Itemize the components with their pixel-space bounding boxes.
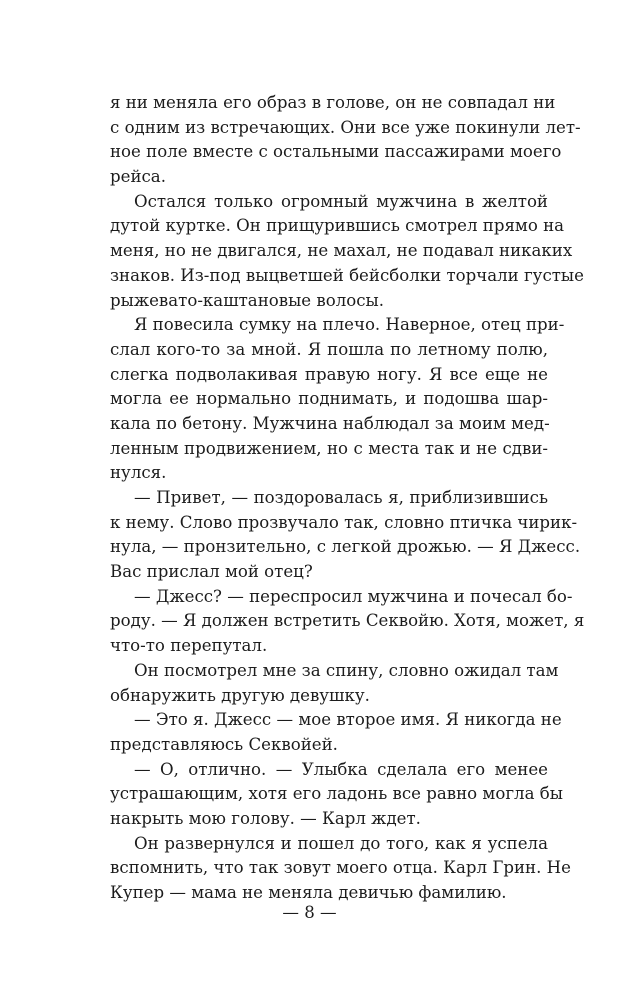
text-line: нула, — пронзительно, с легкой дрожью. — Я Джесс. [110,537,581,557]
paragraph [110,659,559,708]
text-line: что-то перепутал. [110,636,268,656]
text-line: Он посмотрел мне за спину, словно ожидал там [134,660,559,680]
text-line: ленным продвижением, но с места так и не сдви- [110,438,548,458]
text-line: ное поле вместе с остальными пассажирами моего [110,142,562,162]
text-line: обнаружить другую девушку. [110,685,370,705]
text-line: знаков. Из-под выцветшей бейсболки торчали густые [110,265,584,285]
text-line: Я повесила сумку на плечо. Наверное, отец при- [134,315,565,335]
paragraph [110,190,584,313]
text-line: я ни меняла его образ в голове, он не совпадал ни [110,93,556,112]
text-line: с одним из встречающих. Они все уже покинули лет- [110,117,581,137]
paragraph [110,758,563,832]
text-line: вспомнить, что так зовут моего отца. Карл Грин. Не [110,858,571,878]
text-line: — Джесс? — переспросил мужчина и почесал бо- [134,586,573,606]
text-line: Купер — мама не меняла девичью фамилию. [110,883,507,902]
text-line: — Это я. Джесс — мое второе имя. Я никогда не [134,710,562,730]
page-number: — 8 — [282,903,337,922]
text-line: меня, но не двигался, не махал, не подавал никаких [110,241,573,261]
text-line: слал кого-то за мной. Я пошла по летному полю, [110,339,548,359]
text-line: к нему. Слово прозвучало так, словно птичка чирик- [110,512,578,532]
text-line: могла ее нормально поднимать, и подошва шар- [110,389,548,409]
text-line: Остался только огромный мужчина в желтой [134,191,548,211]
text-line: устрашающим, хотя его ладонь все равно могла бы [110,784,563,804]
text-line: роду. — Я должен встретить Секвойю. Хотя, может, я [110,611,585,631]
text-line: Он развернулся и пошел до того, как я успела [134,833,548,853]
paragraph [110,486,581,585]
paragraph [110,91,581,190]
text-line: — О, отлично. — Улыбка сделала его менее [134,759,548,779]
paragraph [110,832,571,906]
text-line: — Привет, — поздоровалась я, приблизившись [134,488,548,507]
text-line: представляюсь Секвойей. [110,734,338,754]
page-body-text [110,91,585,906]
text-line: нулся. [110,463,167,483]
paragraph [110,313,565,486]
paragraph [110,585,585,659]
text-line: рыжевато-каштановые волосы. [110,290,385,310]
text-line: кала по бетону. Мужчина наблюдал за моим мед- [110,413,550,433]
text-line: дутой куртке. Он прищурившись смотрел прямо на [110,216,565,236]
text-line: Вас прислал мой отец? [110,562,313,582]
text-line: рейса. [110,167,166,187]
text-line: накрыть мою голову. — Карл ждет. [110,808,421,828]
text-line: слегка подволакивая правую ногу. Я все еще не [110,364,548,384]
paragraph [110,708,562,757]
